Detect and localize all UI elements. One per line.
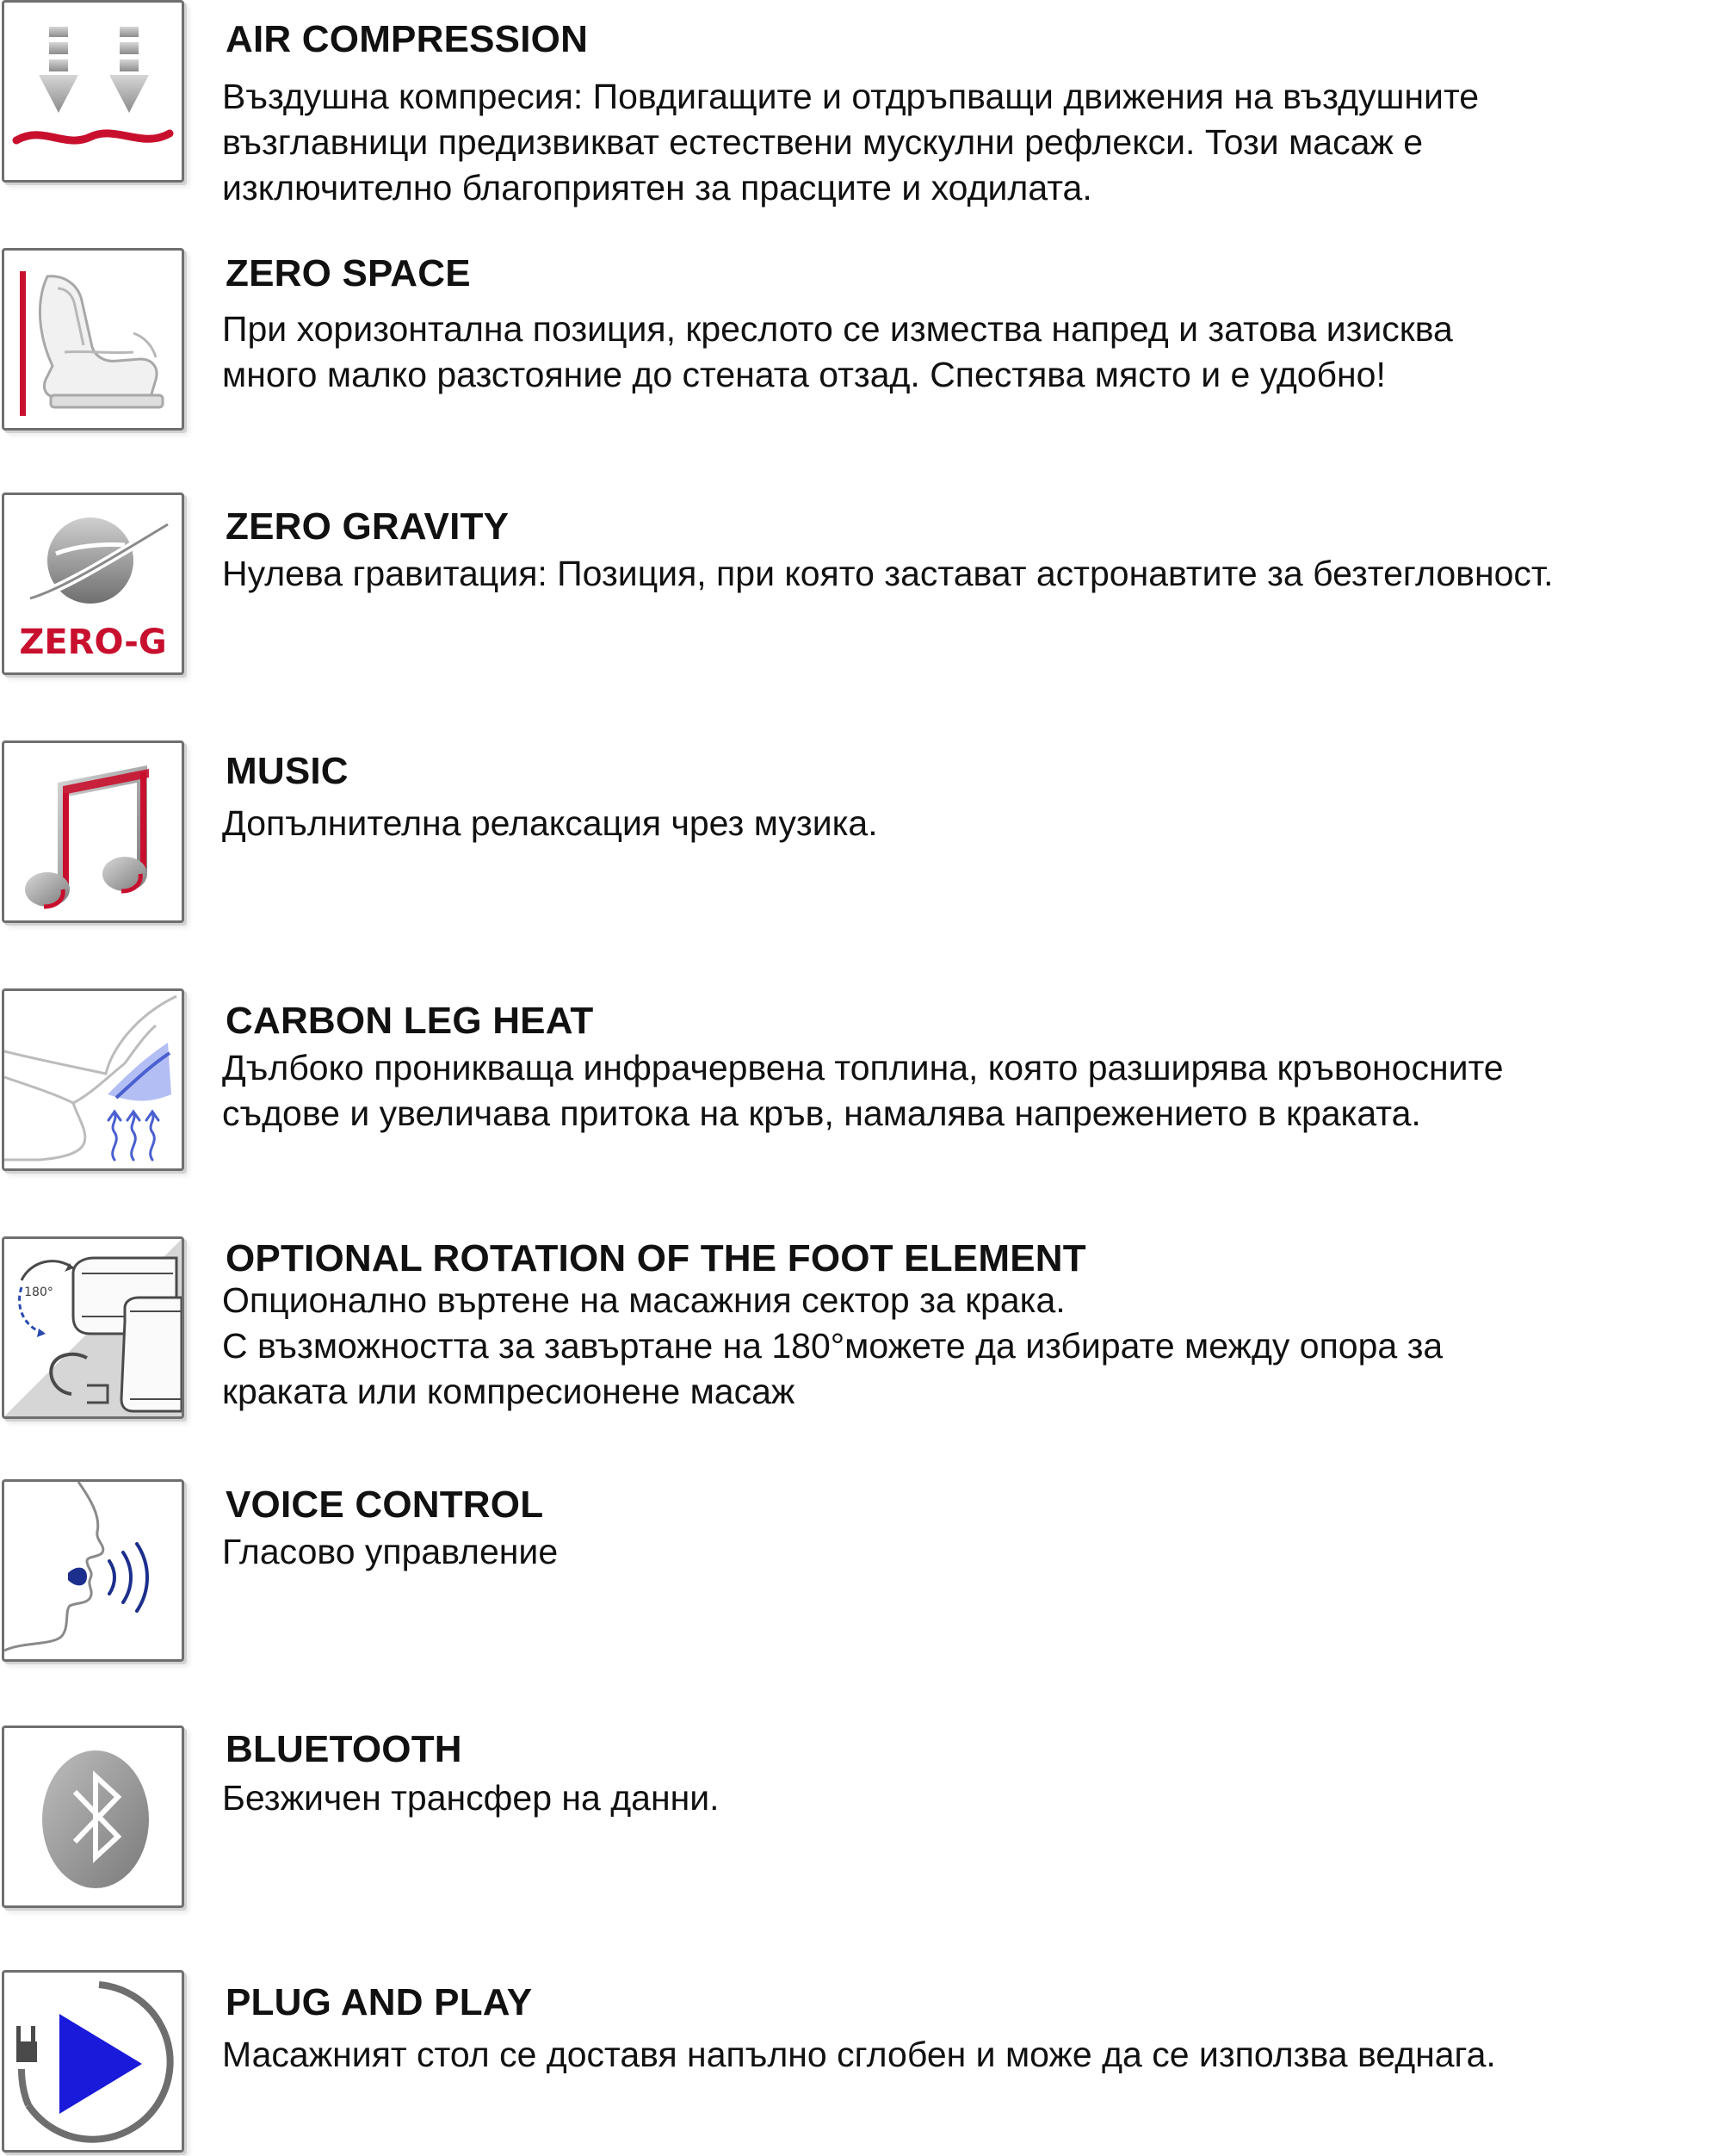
feature-title: ZERO GRAVITY [226, 505, 510, 548]
description-line: Дълбоко проникваща инфрачервена топлина, която разширява кръвоносните [222, 1048, 1504, 1087]
description-line: краката или компресионене масаж [222, 1372, 795, 1411]
bluetooth-icon [2, 1725, 184, 1908]
feature-description [222, 551, 1720, 597]
description-line: При хоризонтална позиция, креслото се измества напред и затова изисква [222, 309, 1453, 349]
air-compression-icon [2, 0, 184, 183]
feature-title: CARBON LEG HEAT [226, 1000, 594, 1042]
description-line: Безжичен трансфер на данни. [222, 1778, 720, 1818]
zero-gravity-icon [2, 493, 184, 675]
rotation-degree-label: 180° [24, 1286, 53, 1299]
description-line: Допълнителна релаксация чрез музика. [222, 803, 878, 843]
plug-and-play-icon [2, 1970, 184, 2153]
zero-g-label: ZERO-G [19, 623, 167, 662]
description-line: Въздушна компресия: Повдигащите и отдръпващи движения на въздушните [222, 77, 1480, 116]
feature-description [222, 307, 1720, 398]
feature-title: BLUETOOTH [226, 1728, 462, 1770]
description-line: С възможността за завъртане на 180°можете да избирате между опора за [222, 1326, 1444, 1366]
feature-title: ZERO SPACE [226, 252, 471, 294]
feature-title: OPTIONAL ROTATION OF THE FOOT ELEMENT [226, 1237, 1086, 1279]
feature-title: PLUG AND PLAY [226, 1981, 533, 2023]
description-line: Опционално въртене на масажния сектор за крака. [222, 1280, 1066, 1320]
feature-description [222, 1278, 1720, 1415]
voice-control-icon [2, 1479, 184, 1662]
feature-title: MUSIC [226, 750, 349, 792]
music-icon [2, 740, 184, 923]
description-line: съдове и увеличава притока на кръв, намалява напрежението в краката. [222, 1093, 1421, 1133]
description-line: възглавници предизвикват естествени мускулни рефлекси. Този масаж е [222, 122, 1424, 162]
feature-description [222, 74, 1720, 211]
description-line: Гласово управление [222, 1532, 559, 1571]
feature-description [222, 1045, 1720, 1137]
carbon-leg-heat-icon [2, 988, 184, 1171]
zero-space-icon [2, 248, 184, 431]
feature-description [222, 1529, 1720, 1575]
description-line: Нулева гравитация: Позиция, при която застават астронавтите за безтегловност. [222, 554, 1554, 593]
feature-description [222, 2032, 1720, 2078]
description-line: Масажният стол се доставя напълно сглобен и може да се използва веднага. [222, 2035, 1496, 2074]
description-line: изключително благоприятен за прасците и ходилата. [222, 168, 1092, 208]
description-line: много малко разстояние до стената отзад. Спестява място и е удобно! [222, 355, 1386, 394]
feature-title: AIR COMPRESSION [226, 18, 589, 60]
foot-rotation-icon [2, 1236, 184, 1419]
feature-title: VOICE CONTROL [226, 1484, 544, 1526]
feature-description [222, 1775, 1720, 1821]
feature-description [222, 801, 1720, 846]
